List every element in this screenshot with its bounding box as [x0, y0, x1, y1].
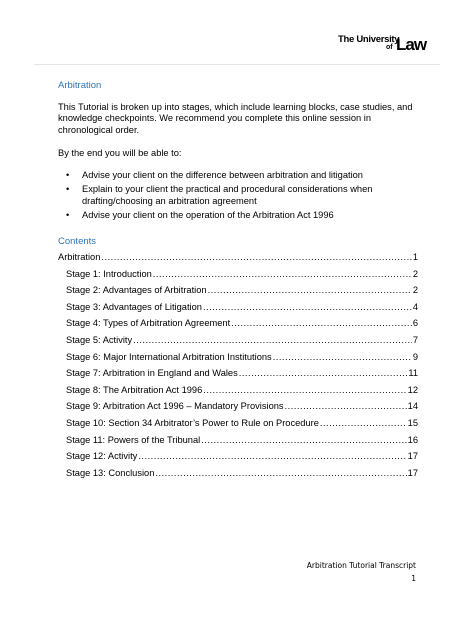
objective-item: [58, 170, 418, 182]
toc-leader-dots: [239, 368, 408, 380]
toc-leader-dots: [203, 302, 412, 314]
toc-title: Stage 8: The Arbitration Act 1996: [66, 384, 203, 395]
objective-text: Explain to your client the practical and procedural considerations when drafting/choosing an arbitration agreement: [82, 184, 373, 206]
toc-entry-stage-8[interactable]: [58, 385, 418, 402]
toc-page-number: 17: [407, 467, 418, 478]
toc-page-number: 1: [412, 252, 418, 262]
page-footer: [307, 559, 416, 585]
toc-entry-stage-10[interactable]: [58, 418, 418, 435]
toc-title: Stage 4: Types of Arbitration Agreement: [66, 318, 231, 329]
toc-leader-dots: [153, 269, 412, 281]
toc-leader-dots: [203, 385, 406, 397]
table-of-contents: [58, 252, 418, 484]
objective-text: Advise your client on the operation of the Arbitration Act 1996: [82, 210, 334, 220]
bullet-icon: •: [66, 184, 70, 194]
toc-page-number: 7: [412, 334, 418, 345]
document-body: [58, 80, 418, 484]
objectives-list: [58, 170, 418, 222]
toc-entry-stage-5[interactable]: [58, 335, 418, 352]
logo-law: Law: [396, 35, 427, 54]
toc-title: Arbitration: [58, 252, 101, 262]
objectives-lead: By the end you will be able to:: [58, 148, 182, 158]
header-divider: [34, 64, 440, 65]
toc-leader-dots: [285, 401, 407, 413]
intro-paragraph: This Tutorial is broken up into stages, which include learning blocks, case studies, and knowledge checkpoints. We recommend you complete this online session in chronological order.: [58, 101, 413, 135]
university-logo: [338, 32, 438, 54]
toc-title: Stage 2: Advantages of Arbitration: [66, 285, 207, 296]
toc-leader-dots: [320, 418, 407, 430]
toc-entry-stage-1[interactable]: [58, 269, 418, 286]
toc-title: Stage 6: Major International Arbitration Institutions: [66, 351, 272, 362]
footer-title: Arbitration Tutorial Transcript: [306, 561, 416, 570]
toc-page-number: 16: [407, 434, 418, 445]
toc-leader-dots: [101, 252, 411, 264]
logo-the-university: The University: [338, 34, 400, 45]
toc-entry-stage-3[interactable]: [58, 302, 418, 319]
section-heading: Arbitration: [58, 80, 102, 91]
objective-item: [58, 210, 418, 222]
toc-entry-stage-13[interactable]: [58, 468, 418, 485]
toc-title: Stage 7: Arbitration in England and Wales: [66, 368, 238, 379]
toc-leader-dots: [208, 285, 412, 297]
toc-leader-dots: [138, 451, 406, 463]
toc-entry-stage-9[interactable]: [58, 401, 418, 418]
toc-entry-stage-4[interactable]: [58, 318, 418, 335]
footer-page-number: 1: [411, 574, 416, 583]
toc-title: Stage 5: Activity: [66, 334, 133, 345]
toc-entry-arbitration[interactable]: [58, 252, 418, 269]
toc-entry-stage-11[interactable]: [58, 435, 418, 452]
bullet-icon: •: [66, 169, 70, 180]
toc-entry-stage-7[interactable]: [58, 368, 418, 385]
toc-title: Stage 13: Conclusion: [66, 467, 155, 478]
toc-page-number: 9: [412, 351, 418, 362]
toc-page-number: 2: [412, 285, 418, 296]
toc-page-number: 11: [408, 368, 418, 379]
toc-leader-dots: [201, 435, 406, 447]
toc-page-number: 4: [412, 301, 418, 312]
contents-heading: Contents: [58, 235, 97, 247]
toc-leader-dots: [133, 335, 412, 347]
toc-entry-stage-2[interactable]: [58, 285, 418, 302]
toc-page-number: 12: [407, 384, 418, 395]
toc-page-number: 14: [407, 401, 418, 412]
bullet-icon: •: [66, 210, 70, 220]
toc-page-number: 15: [407, 417, 418, 428]
toc-title: Stage 11: Powers of the Tribunal: [66, 434, 201, 445]
toc-title: Stage 10: Section 34 Arbitrator’s Power to Rule on Procedure: [66, 417, 319, 428]
toc-entry-stage-12[interactable]: [58, 451, 418, 468]
objective-text: Advise your client on the difference between arbitration and litigation: [82, 169, 363, 180]
toc-leader-dots: [231, 318, 412, 330]
toc-page-number: 17: [407, 451, 418, 462]
toc-title: Stage 1: Introduction: [66, 268, 152, 279]
toc-title: Stage 3: Advantages of Litigation: [66, 301, 202, 312]
toc-leader-dots: [155, 468, 406, 480]
toc-page-number: 2: [412, 268, 418, 279]
toc-entry-stage-6[interactable]: [58, 352, 418, 369]
logo-of: of: [386, 44, 393, 51]
toc-page-number: 6: [412, 318, 418, 329]
toc-leader-dots: [273, 352, 412, 364]
toc-title: Stage 12: Activity: [66, 451, 138, 462]
toc-title: Stage 9: Arbitration Act 1996 – Mandatory Provisions: [66, 401, 284, 412]
objective-item: [58, 184, 418, 207]
